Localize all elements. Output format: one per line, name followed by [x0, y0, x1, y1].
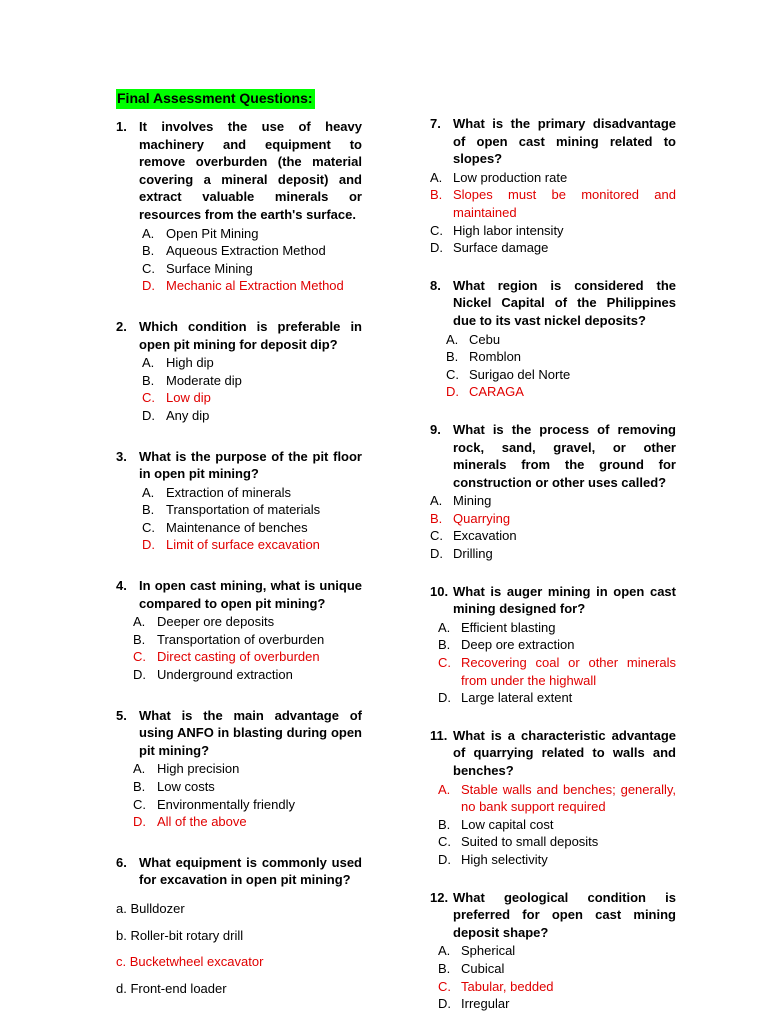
question-line — [430, 421, 676, 491]
question-number: 10. — [430, 583, 449, 599]
option-text: CARAGA — [469, 384, 524, 400]
question-line — [430, 277, 676, 330]
question-number: 11. — [430, 727, 448, 743]
question-text: What geological condition is preferred for open cast mining deposit shape? — [453, 889, 676, 940]
option-text: High selectivity — [461, 851, 548, 867]
correct-option — [116, 389, 362, 407]
question-number: 5. — [116, 707, 127, 723]
question-block — [116, 854, 362, 889]
option-letter: C. — [430, 528, 443, 544]
option-letter: A. — [430, 169, 443, 185]
option-text: Aqueous Extraction Method — [166, 243, 326, 259]
question-line — [116, 707, 362, 760]
option-letter: B. — [438, 816, 451, 832]
question-text: Which condition is preferable in open pit mining for deposit dip? — [139, 318, 362, 352]
option-letter: B. — [133, 779, 146, 794]
correct-option — [430, 654, 676, 689]
question-line — [116, 448, 362, 483]
option-text: Low capital cost — [461, 816, 554, 832]
question-number: 8. — [430, 277, 441, 293]
option-list — [116, 354, 362, 424]
option-text: Spherical — [461, 943, 516, 959]
option-letter: B. — [142, 372, 155, 388]
option — [430, 348, 676, 366]
option-letter: A. — [133, 761, 146, 777]
option — [116, 631, 362, 649]
question-block — [430, 727, 676, 869]
option — [116, 613, 362, 631]
correct-option — [430, 510, 676, 528]
option — [430, 816, 676, 834]
option — [430, 527, 676, 545]
correct-option — [430, 978, 676, 996]
question-block — [116, 707, 362, 831]
option-letter: D. — [438, 690, 451, 706]
option-list — [430, 619, 676, 707]
option-text: Recovering coal or other minerals from under the highwall — [461, 655, 676, 688]
question-text: What is the primary disadvantage of open cast mining related to slopes? — [453, 116, 676, 167]
option — [116, 796, 362, 814]
option-letter: C. — [446, 366, 459, 382]
left-column — [116, 118, 362, 997]
question-text: In open cast mining, what is unique compared to open pit mining? — [139, 578, 362, 611]
option-text: High precision — [157, 761, 240, 777]
question-text: What is the purpose of the pit floor in open pit mining? — [139, 448, 362, 482]
option-text: High dip — [166, 355, 214, 371]
question-line — [430, 727, 676, 780]
option — [430, 689, 676, 707]
option-list — [430, 781, 676, 869]
option-text: Deeper ore deposits — [157, 614, 275, 630]
option — [430, 545, 676, 563]
option-letter: D. — [430, 546, 443, 562]
question-number: 6. — [116, 854, 127, 870]
option-list — [116, 760, 362, 830]
option-text: Low dip — [166, 390, 211, 406]
option-text: Direct casting of overburden — [157, 649, 320, 665]
option-letter: B. — [438, 637, 451, 653]
option-letter: B. — [133, 631, 146, 647]
option-list — [116, 484, 362, 554]
option — [430, 960, 676, 978]
question-text: It involves the use of heavy machinery and equipment to remove overburden (the material covering a mineral deposit) and extract valuable minerals or resources from the earth's surface. — [139, 119, 362, 222]
option-letter: D. — [438, 996, 451, 1012]
question-line — [116, 318, 362, 353]
option-text: Transportation of overburden — [157, 631, 325, 647]
question-block — [116, 577, 362, 684]
option-list — [430, 942, 676, 1012]
question-number: 3. — [116, 448, 127, 464]
question-line — [116, 118, 362, 224]
option — [430, 833, 676, 851]
option-text: Tabular, bedded — [461, 978, 554, 994]
option-letter: A. — [446, 331, 459, 347]
option — [430, 169, 676, 187]
option-letter: A. — [133, 614, 146, 630]
option-text: Slopes must be monitored and maintained — [453, 187, 676, 220]
option-letter: D. — [430, 240, 443, 256]
option-letter: C. — [430, 222, 443, 238]
option-letter: D. — [142, 407, 155, 423]
option — [116, 260, 362, 278]
option-letter: B. — [446, 349, 459, 365]
option — [116, 501, 362, 519]
option — [430, 239, 676, 257]
option-letter: A. — [438, 943, 451, 959]
option-letter: C. — [438, 834, 451, 850]
answer-line: d. Front-end loader — [116, 980, 227, 996]
option-letter: B. — [430, 510, 443, 526]
option-letter: B. — [438, 960, 451, 976]
question-text: What is the process of removing rock, sand, gravel, or other minerals from the ground for construction or other uses called? — [453, 421, 676, 490]
option-letter: D. — [446, 384, 459, 400]
option — [116, 407, 362, 425]
question-block — [430, 277, 676, 401]
question-line — [430, 115, 676, 168]
option — [430, 619, 676, 637]
option-text: Large lateral extent — [461, 690, 573, 706]
question-number: 9. — [430, 421, 441, 437]
question-block — [430, 115, 676, 257]
option-letter: C. — [142, 519, 155, 535]
option-letter: D. — [142, 537, 155, 553]
option-letter: C. — [133, 796, 146, 812]
right-column — [430, 115, 676, 1013]
option-letter: A. — [142, 484, 155, 500]
option-list — [430, 331, 676, 401]
answer-line: b. Roller-bit rotary drill — [116, 927, 244, 943]
option-text: Drilling — [453, 546, 493, 562]
option-letter: A. — [430, 493, 443, 509]
option-letter: B. — [142, 502, 155, 518]
option-text: Excavation — [453, 528, 517, 544]
option — [116, 225, 362, 243]
correct-option — [116, 813, 362, 831]
question-number: 4. — [116, 578, 127, 594]
question-block — [116, 118, 362, 295]
option-letter: D. — [133, 814, 146, 830]
option-text: Moderate dip — [166, 372, 242, 388]
option-text: Deep ore extraction — [461, 637, 575, 653]
question-line — [116, 577, 362, 612]
option-text: Irregular — [461, 996, 510, 1012]
option-text: Open Pit Mining — [166, 225, 259, 241]
option-text: Transportation of materials — [166, 502, 321, 518]
option-letter: C. — [142, 390, 155, 406]
option-list — [116, 613, 362, 683]
option-list — [430, 169, 676, 257]
option-text: Low production rate — [453, 169, 568, 185]
option-letter: A. — [438, 781, 451, 797]
question-block — [430, 421, 676, 563]
option-text: Quarrying — [453, 510, 511, 526]
option-text: Limit of surface excavation — [166, 537, 320, 553]
option — [430, 851, 676, 869]
option-letter: B. — [142, 243, 155, 259]
option — [116, 242, 362, 260]
option — [116, 778, 362, 796]
question-text: What is the main advantage of using ANFO in blasting during open pit mining? — [139, 707, 362, 758]
correct-option — [430, 781, 676, 816]
correct-option — [116, 648, 362, 666]
option — [116, 519, 362, 537]
option-list — [116, 225, 362, 295]
question-block — [116, 318, 362, 425]
option-text: Stable walls and benches; generally, no bank support required — [461, 781, 676, 815]
option-text: Surigao del Norte — [469, 366, 571, 382]
option-text: Extraction of minerals — [166, 484, 291, 500]
option-text: All of the above — [157, 814, 247, 830]
question-block — [430, 583, 676, 707]
option-letter: C. — [438, 655, 451, 671]
question-number: 7. — [430, 116, 441, 131]
option-text: Surface Mining — [166, 260, 253, 276]
option-letter: D. — [133, 667, 146, 683]
correct-option — [430, 186, 676, 221]
option-text: Low costs — [157, 779, 215, 794]
option — [116, 666, 362, 684]
option-letter: A. — [142, 225, 155, 241]
question-line — [430, 583, 676, 618]
question-text: What is a characteristic advantage of quarrying related to walls and benches? — [453, 727, 676, 778]
option-text: Mechanic al Extraction Method — [166, 278, 344, 294]
question-text: What is auger mining in open cast mining designed for? — [453, 583, 676, 617]
option-text: Suited to small deposits — [461, 834, 599, 850]
question-text: What region is considered the Nickel Capital of the Philippines due to its vast nickel deposits? — [453, 277, 676, 328]
option-list — [430, 492, 676, 562]
option-text: Efficient blasting — [461, 619, 556, 635]
option — [430, 942, 676, 960]
option-text: Environmentally friendly — [157, 796, 296, 812]
option-text: Surface damage — [453, 240, 549, 256]
option — [430, 492, 676, 510]
option-text: Underground extraction — [157, 667, 293, 683]
option — [430, 636, 676, 654]
correct-option — [116, 536, 362, 554]
question-line — [116, 854, 362, 889]
correct-option — [116, 277, 362, 295]
option-text: Romblon — [469, 349, 522, 365]
option — [430, 331, 676, 349]
question-block — [116, 448, 362, 555]
option-letter: B. — [430, 187, 443, 203]
option-letter: D. — [142, 278, 155, 294]
option — [116, 760, 362, 778]
option-text: High labor intensity — [453, 222, 564, 238]
option — [430, 222, 676, 240]
correct-answer-line: c. Bucketwheel excavator — [116, 954, 264, 970]
option — [430, 995, 676, 1013]
option-letter: A. — [142, 355, 155, 371]
correct-option — [430, 383, 676, 401]
option-letter: A. — [438, 619, 451, 635]
option-text: Any dip — [166, 407, 210, 423]
option-text: Maintenance of benches — [166, 519, 308, 535]
option-text: Cebu — [469, 331, 501, 347]
option — [116, 372, 362, 390]
question-text: What equipment is commonly used for excavation in open pit mining? — [139, 854, 362, 888]
option-letter: C. — [438, 978, 451, 994]
question-line — [430, 889, 676, 942]
option-text: Cubical — [461, 960, 505, 976]
option-letter: D. — [438, 851, 451, 867]
option — [116, 354, 362, 372]
question-number: 12. — [430, 889, 449, 905]
question-block — [430, 889, 676, 1013]
option — [116, 484, 362, 502]
answer-line: a. Bulldozer — [116, 900, 185, 916]
option-text: Mining — [453, 493, 492, 509]
option-letter: C. — [142, 260, 155, 276]
option — [430, 366, 676, 384]
question-number: 1. — [116, 119, 127, 134]
question-number: 2. — [116, 318, 127, 334]
page-title: Final Assessment Questions: — [116, 89, 315, 109]
option-letter: C. — [133, 649, 146, 665]
